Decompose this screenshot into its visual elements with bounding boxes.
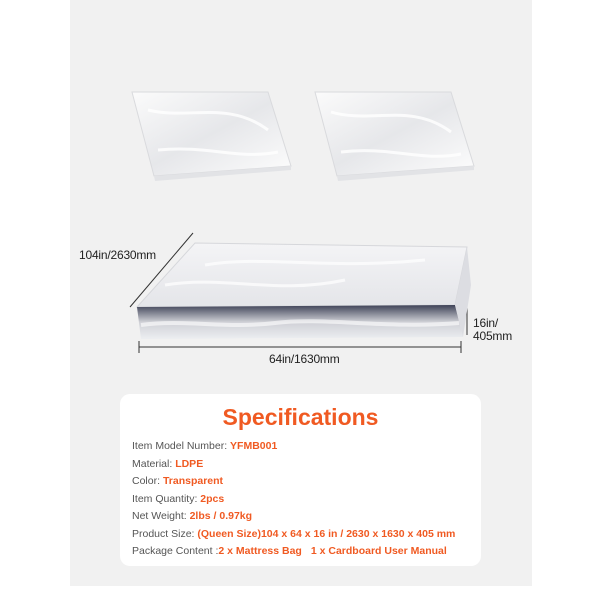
specifications-card — [120, 394, 481, 566]
folded-bag-right — [311, 90, 476, 182]
spec-value-secondary: 1 x Cardboard User Manual — [310, 545, 447, 557]
mattress-in-bag-icon — [125, 225, 485, 355]
spec-value: YFMB001 — [230, 440, 278, 452]
spec-row-size — [132, 528, 455, 540]
width-dimension-label: 64in/1630mm — [269, 352, 340, 366]
spec-label: Color: — [132, 475, 163, 487]
spec-row-quantity — [132, 493, 224, 505]
spec-row-model — [132, 440, 277, 452]
spec-value: 2 x Mattress Bag — [218, 545, 302, 557]
spec-label: Item Model Number: — [132, 440, 231, 452]
spec-row-package — [132, 545, 447, 557]
spec-label: Material: — [132, 458, 176, 470]
mattress-illustration — [125, 225, 485, 360]
spec-row-weight — [132, 510, 252, 522]
spec-value: 2pcs — [200, 493, 225, 505]
folded-bag-icon — [311, 90, 476, 182]
spec-value: LDPE — [175, 458, 204, 470]
height-dimension-label-line1: 16in/ — [473, 316, 499, 330]
spec-label: Product Size: — [132, 528, 198, 540]
length-dimension-label: 104in/2630mm — [79, 248, 156, 262]
spec-value: Transparent — [162, 475, 224, 487]
spec-label: Item Quantity: — [132, 493, 201, 505]
folded-bag-left — [128, 90, 293, 182]
height-dimension-label-line2: 405mm — [473, 329, 513, 343]
spec-label: Net Weight: — [132, 510, 190, 522]
spec-label: Package Content : — [132, 545, 219, 557]
folded-bag-icon — [128, 90, 293, 182]
spec-value: (Queen Size)104 x 64 x 16 in / 2630 x 1630 x 405 mm — [197, 528, 456, 540]
spec-row-color — [132, 475, 223, 487]
specifications-title: Specifications — [222, 404, 379, 430]
spec-value: 2lbs / 0.97kg — [189, 510, 253, 522]
spec-row-material — [132, 458, 203, 470]
